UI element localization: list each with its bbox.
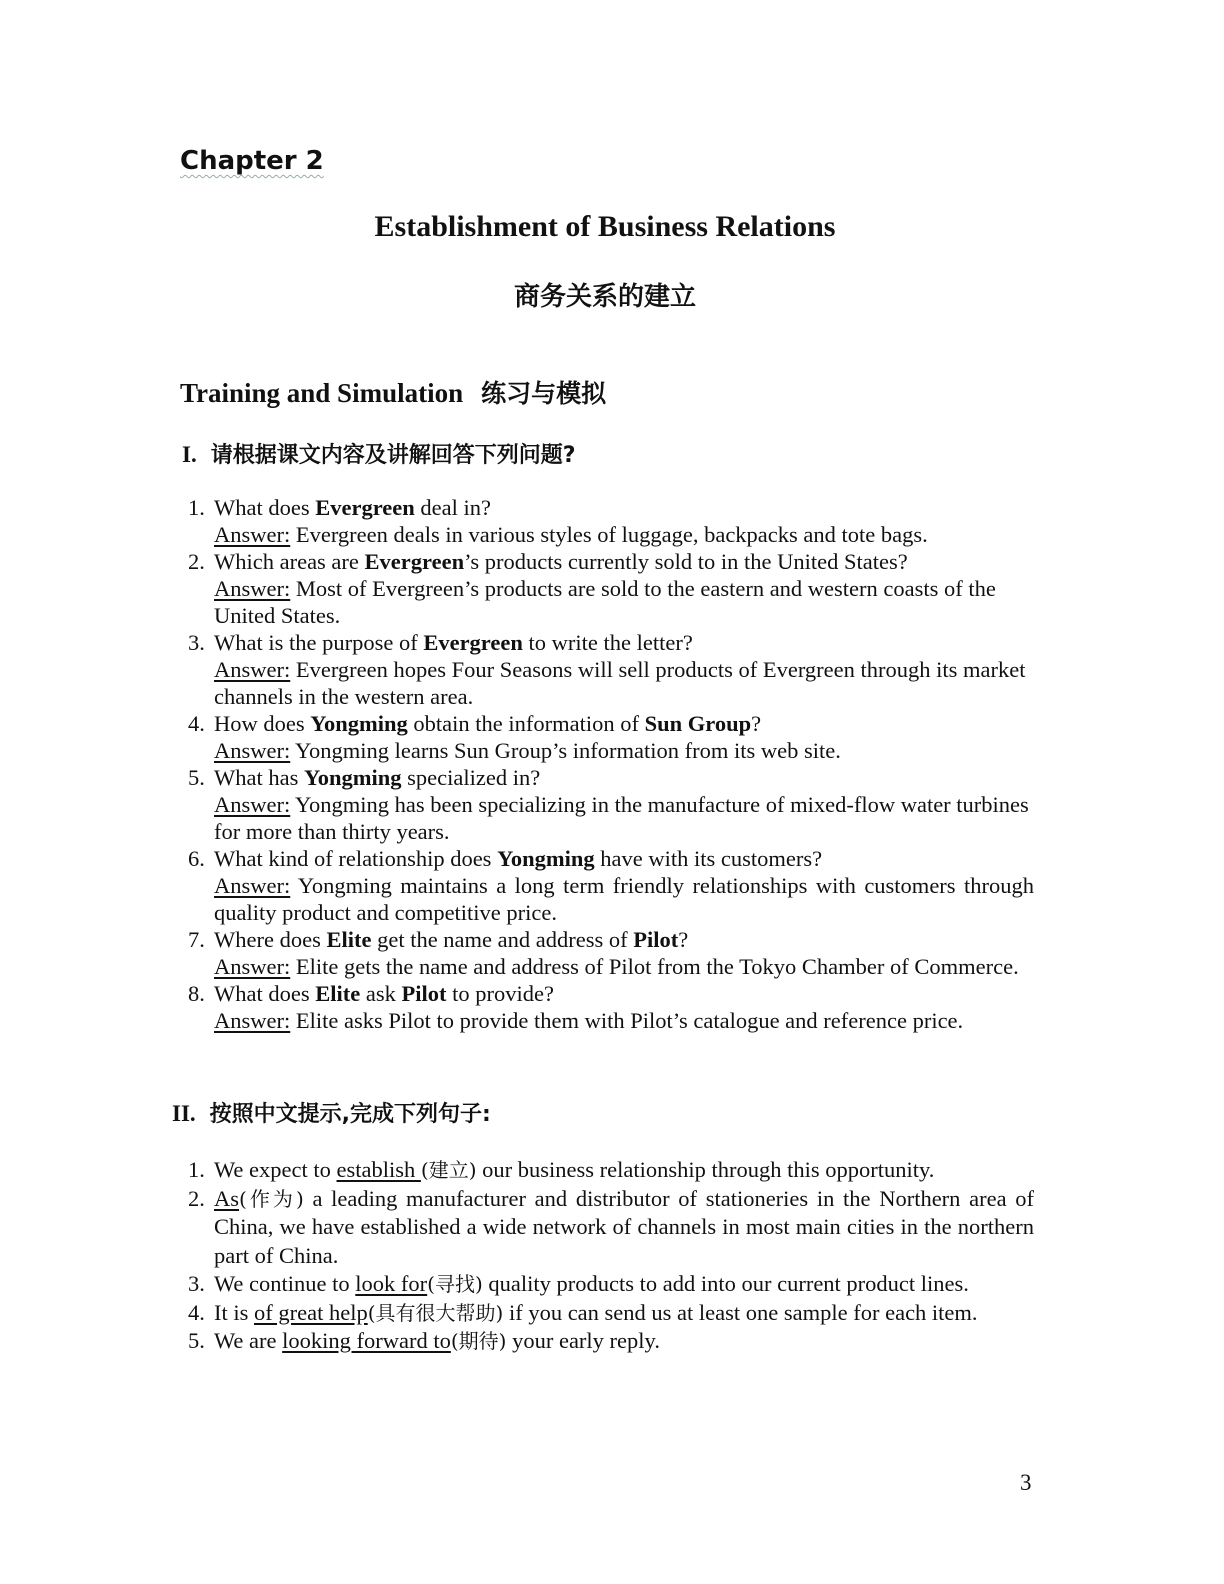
answer-label: Answer:: [214, 522, 291, 547]
document-title: Establishment of Business Relations: [374, 210, 836, 243]
answer-label: Answer:: [214, 954, 291, 979]
question-number: 5.: [188, 765, 205, 790]
part2-title: 按照中文提示,完成下列句子:: [209, 1102, 491, 1127]
answer-label: Answer:: [214, 873, 291, 898]
fill-in-answer: looking forward to: [282, 1328, 451, 1353]
question-item: [188, 845, 1034, 926]
section-heading-zh: 练习与模拟: [481, 379, 607, 408]
question-text: What does Elite ask Pilot to provide?: [214, 981, 554, 1006]
answer-text: Answer: Evergreen hopes Four Seasons will sell products of Evergreen through its market channels in the western area.: [214, 657, 1026, 709]
sentence-number: 4.: [188, 1299, 205, 1325]
question-item: [188, 494, 1034, 548]
answer-label: Answer:: [214, 576, 291, 601]
answer-text: Answer: Evergreen deals in various styles of luggage, backpacks and tote bags.: [214, 522, 928, 547]
question-text: How does Yongming obtain the information of Sun Group?: [214, 711, 762, 736]
fill-in-answer: As: [214, 1185, 240, 1211]
part1-heading: [182, 438, 575, 469]
sentence-item: [188, 1156, 1034, 1185]
sentence-text: We expect to establish (建立) our business relationship through this opportunity.: [214, 1157, 935, 1182]
sentence-number: 1.: [188, 1157, 205, 1182]
question-number: 7.: [188, 927, 205, 952]
sentence-number: 2.: [188, 1185, 205, 1211]
question-text: What has Yongming specialized in?: [214, 765, 541, 790]
part1-number: I.: [182, 442, 197, 467]
answer-label: Answer:: [214, 792, 291, 817]
question-number: 3.: [188, 630, 205, 655]
question-text: Which areas are Evergreen’s products currently sold to in the United States?: [214, 549, 908, 574]
sentence-number: 3.: [188, 1271, 205, 1296]
answer-text: Answer: Elite asks Pilot to provide them with Pilot’s catalogue and reference price.: [214, 1008, 964, 1033]
sentence-item: [188, 1327, 1034, 1356]
section-heading: [180, 374, 606, 410]
sentence-text: As(作为) a leading manufacturer and distributor of stationeries in the Northern area of China, we have established a wide network of channels in most main cities in the northern part of China.: [214, 1185, 1034, 1268]
question-number: 1.: [188, 495, 205, 520]
question-item: [188, 926, 1034, 980]
question-text: What is the purpose of Evergreen to write the letter?: [214, 630, 693, 655]
question-number: 6.: [188, 846, 205, 871]
question-list: [188, 494, 1034, 1034]
question-item: [188, 710, 1034, 764]
question-item: [188, 764, 1034, 845]
question-item: [188, 548, 1034, 629]
question-number: 2.: [188, 549, 205, 574]
fill-in-answer: look for: [355, 1271, 428, 1296]
answer-text: Answer: Yongming maintains a long term friendly relationships with customers through quality product and competitive price.: [214, 873, 1034, 925]
chinese-hint: (期待): [450, 1329, 507, 1353]
question-number: 8.: [188, 981, 205, 1006]
question-number: 4.: [188, 711, 205, 736]
sentence-text: It is of great help(具有很大帮助) if you can send us at least one sample for each item.: [214, 1299, 978, 1325]
fill-in-answer: establish: [336, 1157, 421, 1182]
question-item: [188, 980, 1034, 1034]
question-text: What kind of relationship does Yongming have with its customers?: [214, 846, 823, 871]
part2-number: II.: [172, 1101, 196, 1126]
chinese-hint: (寻找): [427, 1272, 483, 1296]
answer-text: Answer: Elite gets the name and address of Pilot from the Tokyo Chamber of Commerce.: [214, 954, 1019, 979]
sentence-item: [188, 1270, 1034, 1299]
document-subtitle: 商务关系的建立: [513, 282, 696, 312]
answer-text: Answer: Most of Evergreen’s products are sold to the eastern and western coasts of the United States.: [214, 576, 996, 628]
question-item: [188, 629, 1034, 710]
answer-label: Answer:: [214, 657, 291, 682]
chapter-label: Chapter 2: [180, 146, 324, 176]
section-heading-en: Training and Simulation: [180, 378, 464, 408]
chinese-hint: (具有很大帮助): [367, 1300, 504, 1325]
fill-in-answer: of great help: [254, 1299, 368, 1325]
sentence-number: 5.: [188, 1328, 205, 1353]
sentence-item: [188, 1299, 1034, 1328]
chinese-hint: (作为): [239, 1186, 304, 1211]
question-text: What does Evergreen deal in?: [214, 495, 491, 520]
question-text: Where does Elite get the name and address of Pilot?: [214, 927, 689, 952]
page-number: 3: [1020, 1470, 1032, 1495]
chinese-hint: (建立): [420, 1158, 477, 1182]
sentence-item: [188, 1185, 1034, 1271]
answer-label: Answer:: [214, 738, 291, 763]
sentence-text: We are looking forward to(期待) your early reply.: [214, 1328, 660, 1353]
answer-text: Answer: Yongming learns Sun Group’s information from its web site.: [214, 738, 841, 763]
sentence-list: [188, 1156, 1034, 1356]
sentence-text: We continue to look for(寻找) quality products to add into our current product lines.: [214, 1271, 969, 1296]
part2-heading: [172, 1097, 491, 1128]
part1-title: 请根据课文内容及讲解回答下列问题?: [210, 443, 576, 468]
answer-label: Answer:: [214, 1008, 291, 1033]
answer-text: Answer: Yongming has been specializing in the manufacture of mixed-flow water turbines for more than thirty years.: [214, 792, 1029, 844]
